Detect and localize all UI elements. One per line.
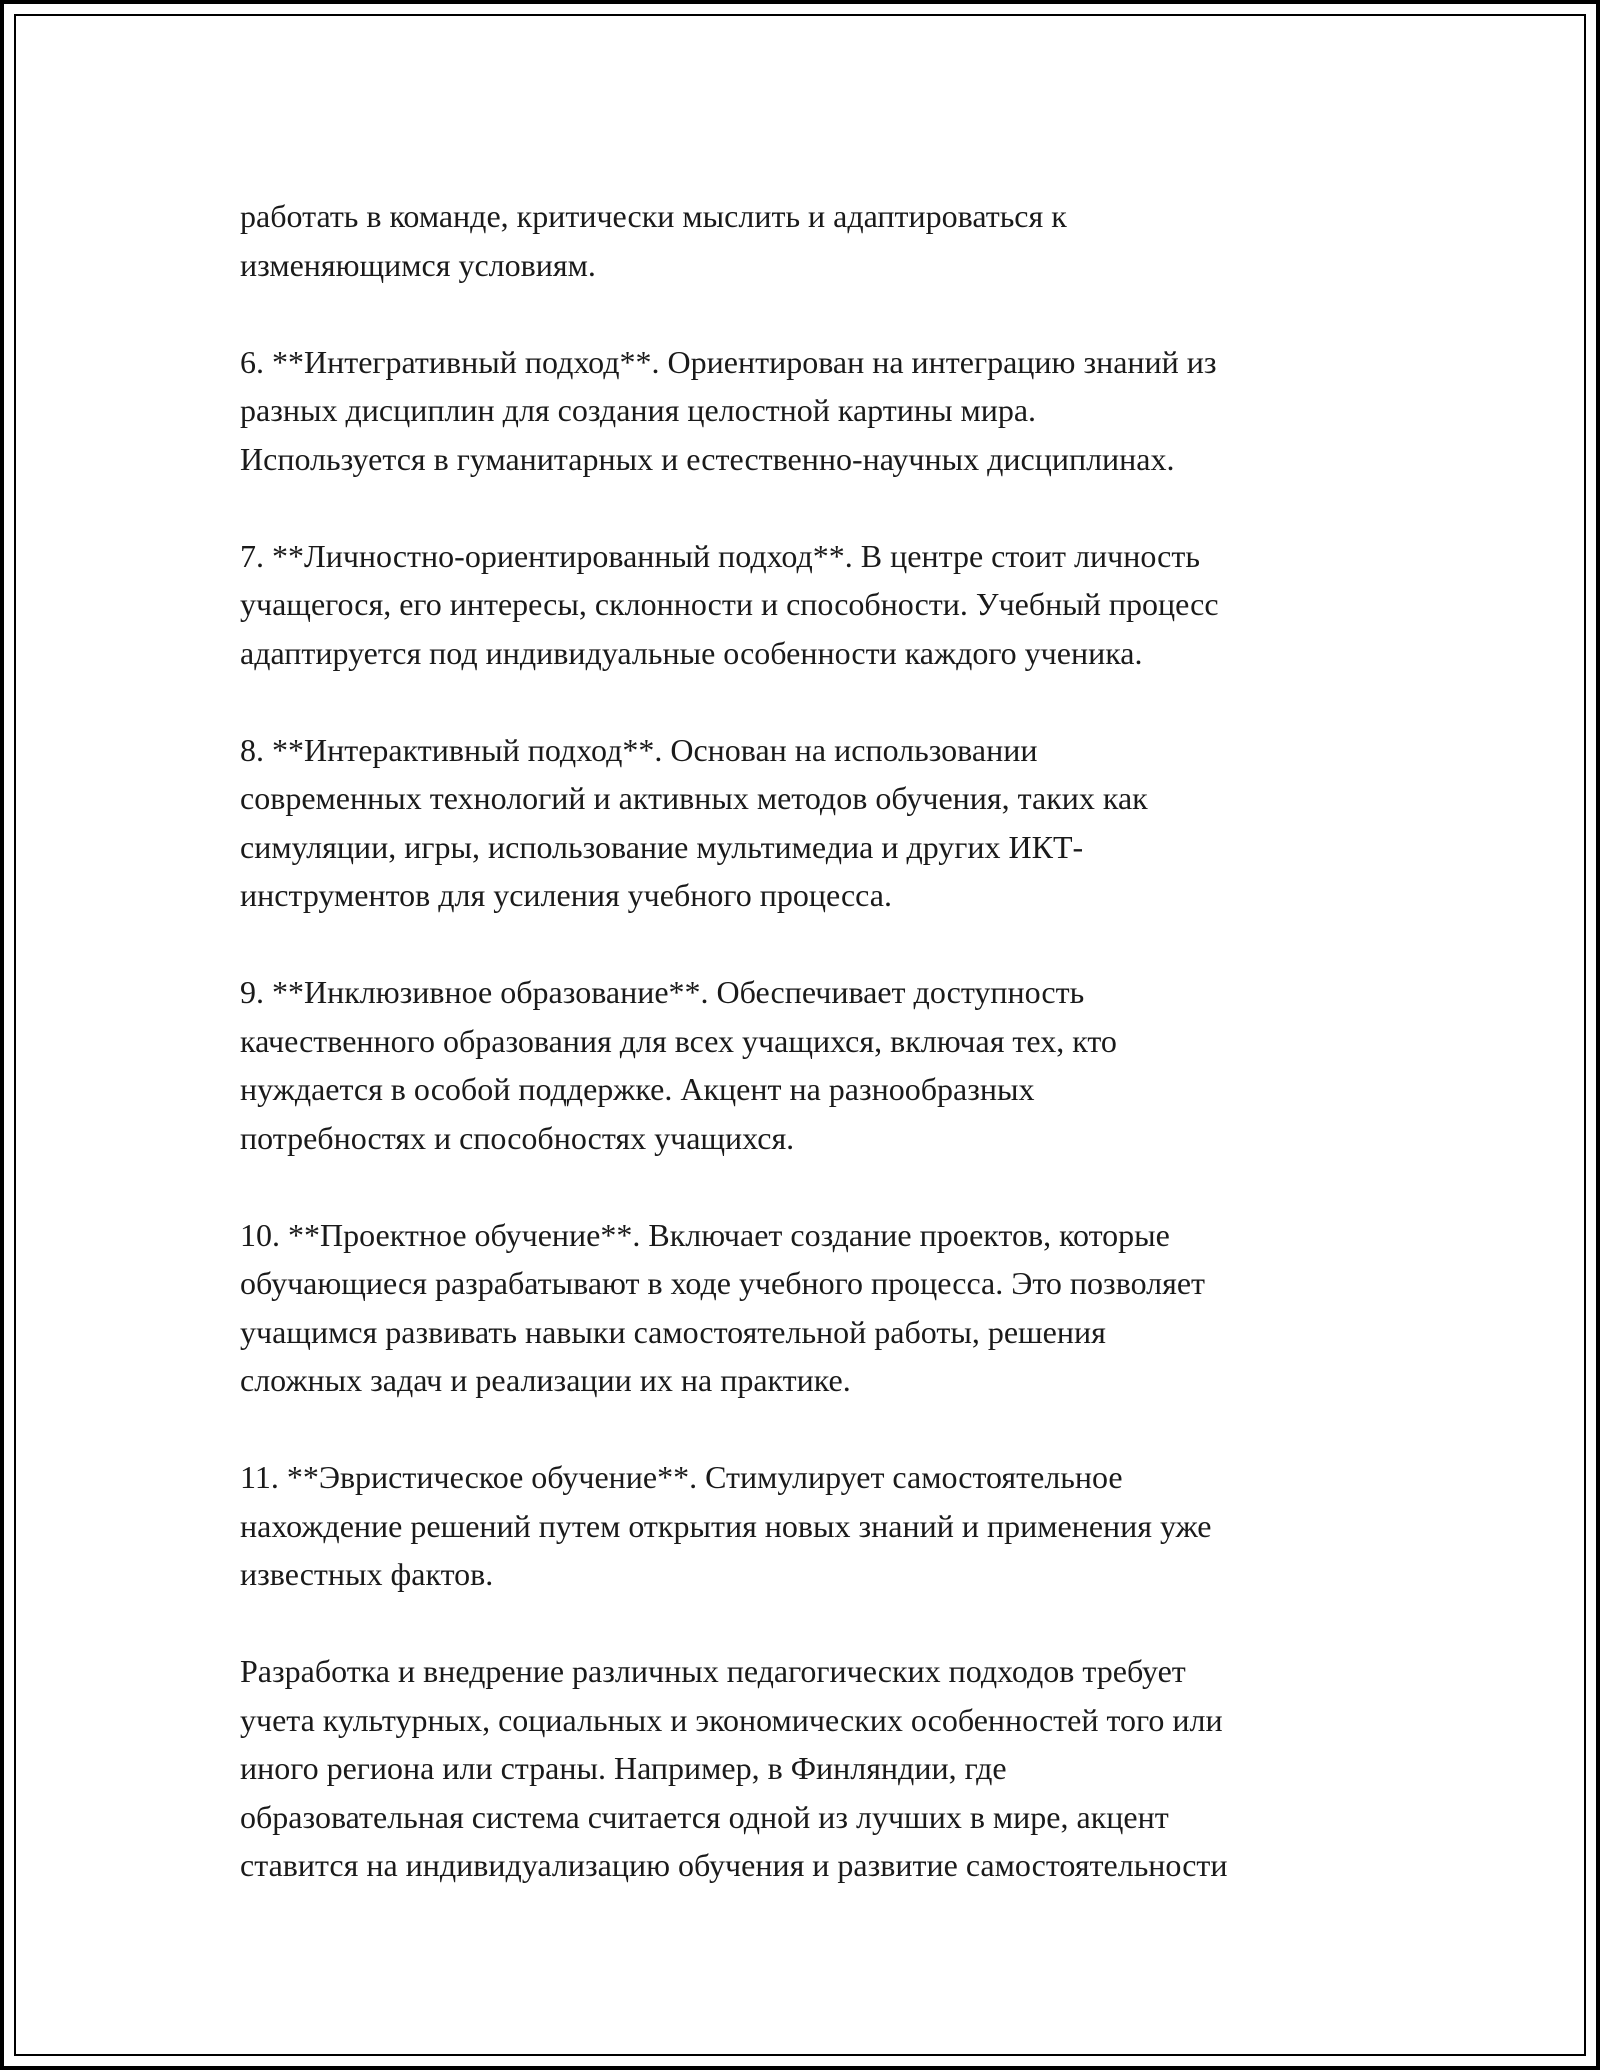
- text-line: 8. **Интерактивный подход**. Основан на использовании: [240, 731, 1038, 768]
- list-item-11-heuristic: [240, 1453, 1400, 1599]
- text-line: Разработка и внедрение различных педагогических подходов требует: [240, 1653, 1186, 1689]
- text-line: инструментов для усиления учебного процесса.: [240, 877, 892, 913]
- text-line: 7. **Личностно-ориентированный подход**. В центре стоит личность: [240, 537, 1200, 574]
- text-line: учащегося, его интересы, склонности и способности. Учебный процесс: [240, 586, 1219, 622]
- text-line: 6. **Интегративный подход**. Ориентирован на интеграцию знаний из: [240, 343, 1217, 380]
- text-line: нуждается в особой поддержке. Акцент на разнообразных: [240, 1071, 1035, 1107]
- text-line: известных фактов.: [240, 1556, 494, 1592]
- list-item-10-project: [240, 1211, 1400, 1405]
- text-line: обучающиеся разрабатывают в ходе учебного процесса. Это позволяет: [240, 1265, 1206, 1301]
- list-item-9-inclusive: [240, 968, 1400, 1162]
- text-line: 11. **Эвристическое обучение**. Стимулирует самостоятельное: [240, 1459, 1123, 1495]
- text-line: учета культурных, социальных и экономических особенностей того или: [240, 1701, 1223, 1738]
- text-line: ставится на индивидуализацию обучения и развитие самостоятельности: [240, 1847, 1228, 1883]
- text-line: 9. **Инклюзивное образование**. Обеспечивает доступность: [240, 974, 1085, 1010]
- text-line: 10. **Проектное обучение**. Включает создание проектов, которые: [240, 1216, 1170, 1253]
- text-line: изменяющимся условиям.: [240, 246, 596, 283]
- text-line: работать в команде, критически мыслить и адаптироваться к: [240, 198, 1067, 234]
- list-item-8-interactive: [240, 726, 1400, 920]
- text-line: качественного образования для всех учащихся, включая тех, кто: [240, 1022, 1117, 1059]
- text-line: симуляции, игры, использование мультимедиа и других ИКТ-: [240, 828, 1084, 865]
- list-item-7-personal: [240, 532, 1400, 678]
- text-line: разных дисциплин для создания целостной картины мира.: [240, 392, 1037, 428]
- list-item-6-integrative: [240, 338, 1400, 484]
- text-line: нахождение решений путем открытия новых знаний и применения уже: [240, 1507, 1212, 1544]
- paragraph-continuation: [240, 192, 1400, 289]
- text-line: учащимся развивать навыки самостоятельной работы, решения: [240, 1313, 1106, 1350]
- text-line: адаптируется под индивидуальные особенности каждого ученика.: [240, 634, 1143, 671]
- text-line: Используется в гуманитарных и естественно-научных дисциплинах.: [240, 440, 1175, 477]
- text-line: иного региона или страны. Например, в Финляндии, где: [240, 1750, 1007, 1786]
- text-line: образовательная система считается одной из лучших в мире, акцент: [240, 1798, 1169, 1835]
- paragraph-conclusion: [240, 1647, 1400, 1890]
- text-line: современных технологий и активных методов обучения, таких как: [240, 780, 1148, 816]
- text-line: сложных задач и реализации их на практике.: [240, 1362, 851, 1398]
- text-line: потребностях и способностях учащихся.: [240, 1119, 795, 1156]
- document-body: [240, 192, 1400, 1938]
